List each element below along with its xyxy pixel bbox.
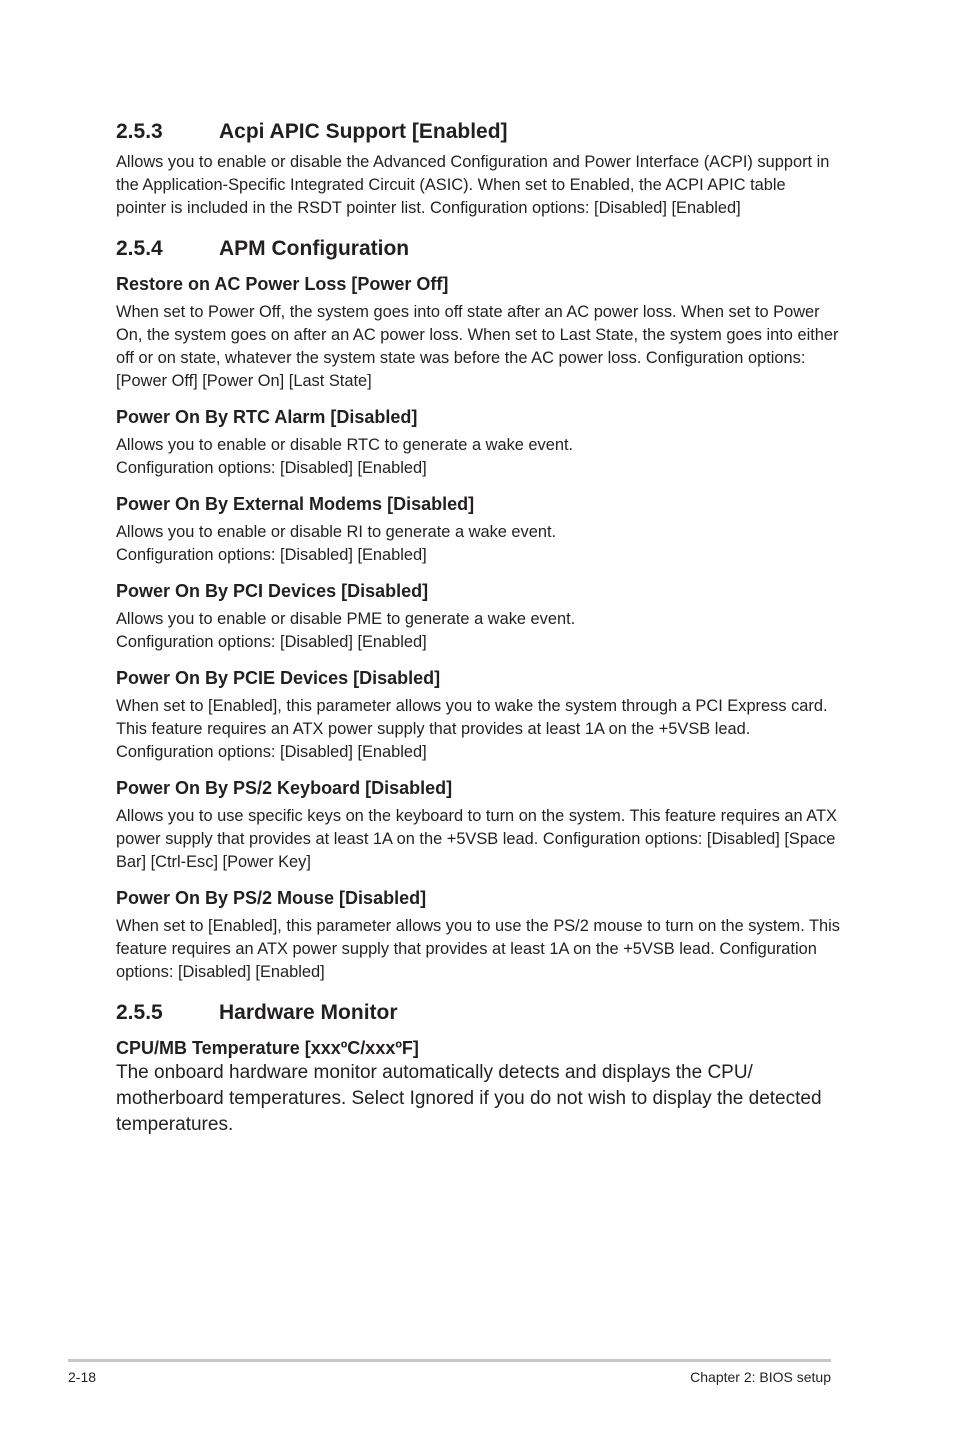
section-title: APM Configuration: [219, 237, 410, 260]
section-number: 2.5.4: [116, 237, 163, 260]
item-desc-external-modems: [116, 521, 840, 567]
item-desc-ps2-mouse: When set to [Enabled], this parameter allows you to use the PS/2 mouse to turn on the system. This feature requires an ATX power supply that provides at least 1A on the +5VSB lead. Configuration options: [Disabled] [Enabled]: [116, 917, 840, 981]
item-title-ps2-keyboard: Power On By PS/2 Keyboard [Disabled]: [116, 778, 453, 798]
item-desc-pci-devices: [116, 608, 840, 654]
section-title: Acpi APIC Support [Enabled]: [219, 120, 508, 143]
section-intro-acpi-apic: Allows you to enable or disable the Advanced Configuration and Power Interface (ACPI) support in the Application-Specific Integrated Circuit (ASIC). When set to Enabled, the ACPI APIC table pointer is included in the RSDT pointer list. Configuration options: [Disabled] [Enabled]: [116, 153, 830, 217]
desc-line: Allows you to enable or disable RI to generate a wake event.: [116, 523, 557, 541]
item-desc-restore-ac-power-loss: When set to Power Off, the system goes into off state after an AC power loss. When set to Power On, the system goes on after an AC power loss. When set to Last State, the system goes into either off or on state, whatever the system state was before the AC power loss. Configuration options: [Power Off] [Power On] [Last State]: [116, 303, 839, 390]
section-number: 2.5.3: [116, 120, 163, 143]
desc-line: Allows you to enable or disable PME to generate a wake event.: [116, 610, 576, 628]
desc-line: Configuration options: [Disabled] [Enabled]: [116, 546, 427, 564]
footer-divider: [68, 1359, 831, 1362]
section-heading-acpi-apic: [116, 118, 840, 146]
item-desc-pcie-devices: When set to [Enabled], this parameter allows you to wake the system through a PCI Express card. This feature requires an ATX power supply that provides at least 1A on the +5VSB lead. Configuration options: [Disabled] [Enabled]: [116, 697, 828, 761]
section-number: 2.5.5: [116, 1001, 163, 1024]
item-title-restore-ac-power-loss: Restore on AC Power Loss [Power Off]: [116, 274, 449, 294]
page-content: [116, 118, 840, 1138]
desc-line: Configuration options: [Disabled] [Enabled]: [116, 633, 427, 651]
chapter-label: Chapter 2: BIOS setup: [690, 1369, 831, 1385]
page-number: 2-18: [68, 1369, 97, 1385]
section-heading-apm-configuration: [116, 235, 840, 263]
item-title-pcie-devices: Power On By PCIE Devices [Disabled]: [116, 668, 441, 688]
item-title-ps2-mouse: Power On By PS/2 Mouse [Disabled]: [116, 888, 427, 908]
section-heading-hardware-monitor: [116, 999, 840, 1027]
item-title-external-modems: Power On By External Modems [Disabled]: [116, 494, 475, 514]
item-desc-ps2-keyboard: Allows you to use specific keys on the keyboard to turn on the system. This feature requires an ATX power supply that provides at least 1A on the +5VSB lead. Configuration options: [Disabled] [Space Bar] [Ctrl-Esc] [Power Key]: [116, 807, 837, 871]
desc-line: Configuration options: [Disabled] [Enabled]: [116, 459, 427, 477]
item-desc-cpu-mb-temperature: The onboard hardware monitor automatically detects and displays the CPU/ motherboard temperatures. Select Ignored if you do not wish to display the detected temperatures.: [116, 1062, 822, 1135]
item-title-pci-devices: Power On By PCI Devices [Disabled]: [116, 581, 429, 601]
item-title-rtc-alarm: Power On By RTC Alarm [Disabled]: [116, 407, 418, 427]
section-title: Hardware Monitor: [219, 1001, 398, 1024]
item-desc-rtc-alarm: [116, 434, 840, 480]
item-title-cpu-mb-temperature: CPU/MB Temperature [xxxºC/xxxºF]: [116, 1038, 419, 1058]
desc-line: Allows you to enable or disable RTC to generate a wake event.: [116, 436, 574, 454]
